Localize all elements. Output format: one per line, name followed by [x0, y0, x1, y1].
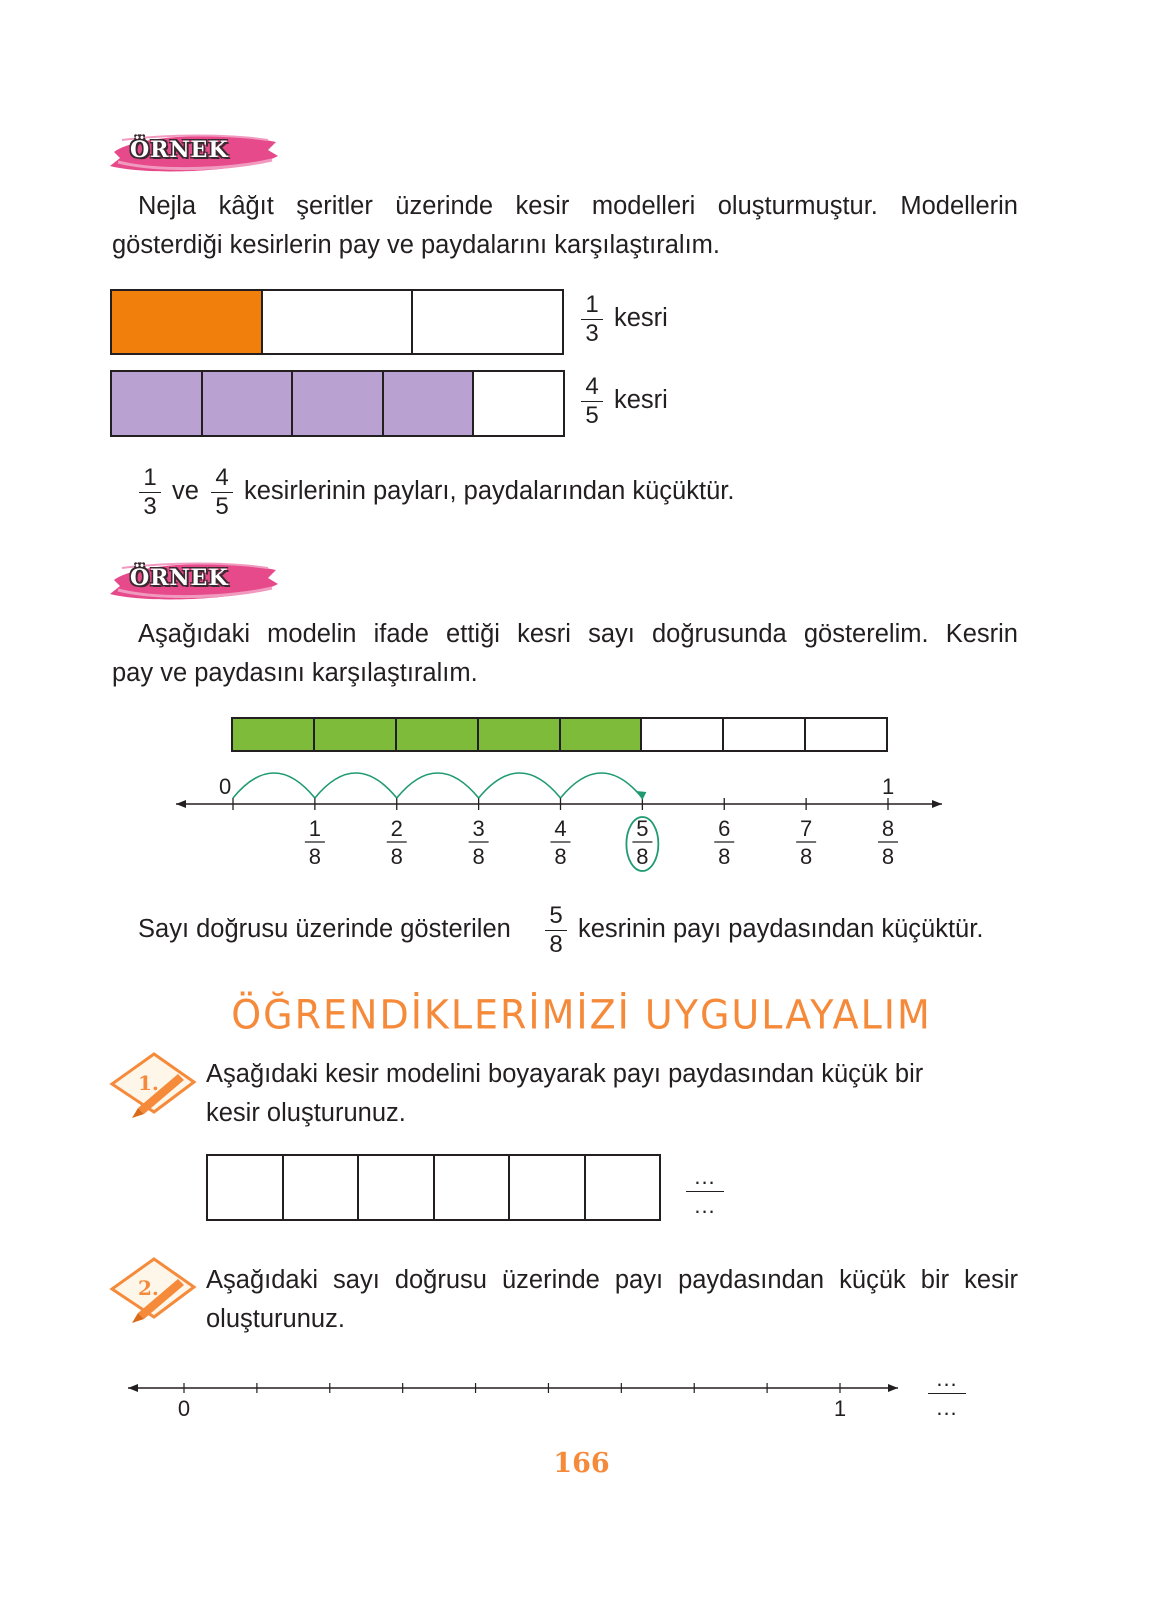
arrow-right-icon: [932, 800, 942, 808]
example2-line1: Aşağıdaki modelin ifade ettiği kesri sayı doğrusunda gösterelim. Kesrin: [138, 620, 1018, 648]
eighths-segment: [397, 719, 479, 750]
page-number: 166: [553, 1448, 610, 1479]
fraction-denominator: 8: [636, 844, 649, 869]
fraction-numerator: 1: [308, 816, 321, 841]
eighths-segment: [642, 719, 724, 750]
example-badge-2: [108, 556, 278, 606]
jump-arrow-icon: [636, 791, 646, 800]
fraction-blank-1[interactable]: [686, 1164, 724, 1219]
eighths-segment: [724, 719, 806, 750]
thirds-segment: [112, 291, 263, 353]
fraction-bar-fifths: [110, 370, 565, 437]
number-line-exercise[interactable]: [120, 1372, 920, 1422]
fraction-label-2: $\frac{4}{5}$: [581, 375, 603, 428]
example2-line2: pay ve paydasını karşılaştıralım.: [112, 659, 478, 687]
blank-denominator: ...: [694, 1193, 716, 1218]
paint-segment[interactable]: [208, 1156, 284, 1219]
arrow-left-icon: [176, 800, 186, 808]
eighths-segment: [561, 719, 643, 750]
kesri-label-2: kesri: [614, 386, 668, 414]
jump-arc: [561, 773, 643, 798]
example1-text: [112, 187, 1018, 265]
thirds-segment: [263, 291, 414, 353]
paint-segment[interactable]: [510, 1156, 586, 1219]
arrow-right-icon: [888, 1384, 898, 1392]
exercise2-line1: Aşağıdaki sayı doğrusu üzerinde payı paydasından küçük bir kesir: [206, 1266, 1018, 1294]
fraction-numerator: 8: [881, 816, 895, 841]
eighths-segment: [479, 719, 561, 750]
example2-text: [112, 615, 1018, 693]
jump-arc: [315, 773, 397, 798]
exercise2-line2: oluşturunuz.: [206, 1305, 345, 1333]
exercise-number-badge-2: [108, 1253, 198, 1325]
fifths-segment: [474, 372, 563, 435]
kesri-label-1: kesri: [614, 304, 668, 332]
section-heading: ÖĞRENDİKLERİMİZİ UYGULAYALIM: [231, 991, 932, 1039]
conclusion1-ve: ve: [172, 477, 199, 505]
fifths-segment: [112, 372, 203, 435]
example1-line1: Nejla kâğıt şeritler üzerinde kesir modelleri oluşturmuştur. Modellerin: [138, 192, 1018, 220]
exercise-number: 1.: [138, 1071, 159, 1095]
blank-numerator: ...: [936, 1366, 958, 1391]
conclusion2-before: Sayı doğrusu üzerinde gösterilen: [138, 915, 511, 943]
arrow-left-icon: [128, 1384, 138, 1392]
conclusion2-after: kesrinin payı paydasından küçüktür.: [578, 915, 984, 943]
paint-fraction-bar[interactable]: [206, 1154, 661, 1221]
fifths-segment: [293, 372, 384, 435]
exercise1-line2: kesir oluşturunuz.: [206, 1099, 406, 1127]
fraction-denominator: 8: [718, 844, 731, 869]
thirds-segment: [413, 291, 562, 353]
exercise1-text: [206, 1055, 923, 1133]
eighths-segment: [233, 719, 315, 750]
fraction-label-1: $\frac{1}{3}$: [581, 293, 603, 346]
fraction-denominator: 8: [390, 844, 403, 869]
conclusion1-fraction-a: $\frac{1}{3}$: [139, 466, 161, 519]
blank-numerator: ...: [694, 1164, 716, 1189]
jump-arc: [397, 773, 479, 798]
fifths-segment: [384, 372, 475, 435]
fraction-bar-thirds: [110, 289, 564, 355]
fraction-denominator: 8: [800, 844, 813, 869]
paint-segment[interactable]: [284, 1156, 360, 1219]
tick-label-start: 0: [177, 1396, 191, 1421]
fraction-bar-eighths: [231, 717, 888, 752]
exercise1-line1: Aşağıdaki kesir modelini boyayarak payı paydasından küçük bir: [206, 1060, 924, 1088]
eighths-segment: [806, 719, 886, 750]
fraction-numerator: 3: [472, 816, 485, 841]
fraction-denominator: 8: [472, 844, 485, 869]
fraction-numerator: 7: [800, 816, 813, 841]
fraction-numerator: 4: [554, 816, 567, 841]
conclusion1-text: kesirlerinin payları, paydalarından küçüktür.: [244, 477, 735, 505]
paint-segment[interactable]: [586, 1156, 660, 1219]
fraction-numerator: 2: [390, 816, 403, 841]
tick-label-end: 1: [882, 774, 895, 799]
paint-segment[interactable]: [359, 1156, 435, 1219]
paint-segment[interactable]: [435, 1156, 511, 1219]
example1-line2: gösterdiği kesirlerin pay ve paydalarını karşılaştıralım.: [112, 231, 721, 259]
exercise2-text: [206, 1261, 1018, 1339]
fraction-numerator: 5: [636, 816, 649, 841]
exercise-number: 2.: [138, 1276, 159, 1300]
fraction-blank-2[interactable]: [928, 1366, 966, 1421]
tick-label-start: 0: [219, 774, 232, 799]
example-badge-1: [108, 128, 278, 178]
tick-label-end: 1: [833, 1396, 847, 1421]
fraction-denominator: 8: [308, 844, 321, 869]
fraction-numerator: 6: [718, 816, 731, 841]
fifths-segment: [203, 372, 294, 435]
conclusion1-fraction-b: $\frac{4}{5}$: [211, 466, 233, 519]
fraction-denominator: 8: [881, 844, 895, 869]
eighths-segment: [315, 719, 397, 750]
exercise-number-badge-1: [108, 1048, 198, 1120]
badge-label: ÖRNEK: [130, 137, 229, 163]
fraction-denominator: 8: [554, 844, 567, 869]
badge-label: ÖRNEK: [130, 565, 229, 591]
jump-arc: [233, 773, 315, 798]
blank-denominator: ...: [936, 1395, 958, 1420]
conclusion2-fraction: $\frac{5}{8}$: [545, 904, 567, 957]
number-line-eighths: [150, 760, 970, 890]
jump-arc: [479, 773, 561, 798]
